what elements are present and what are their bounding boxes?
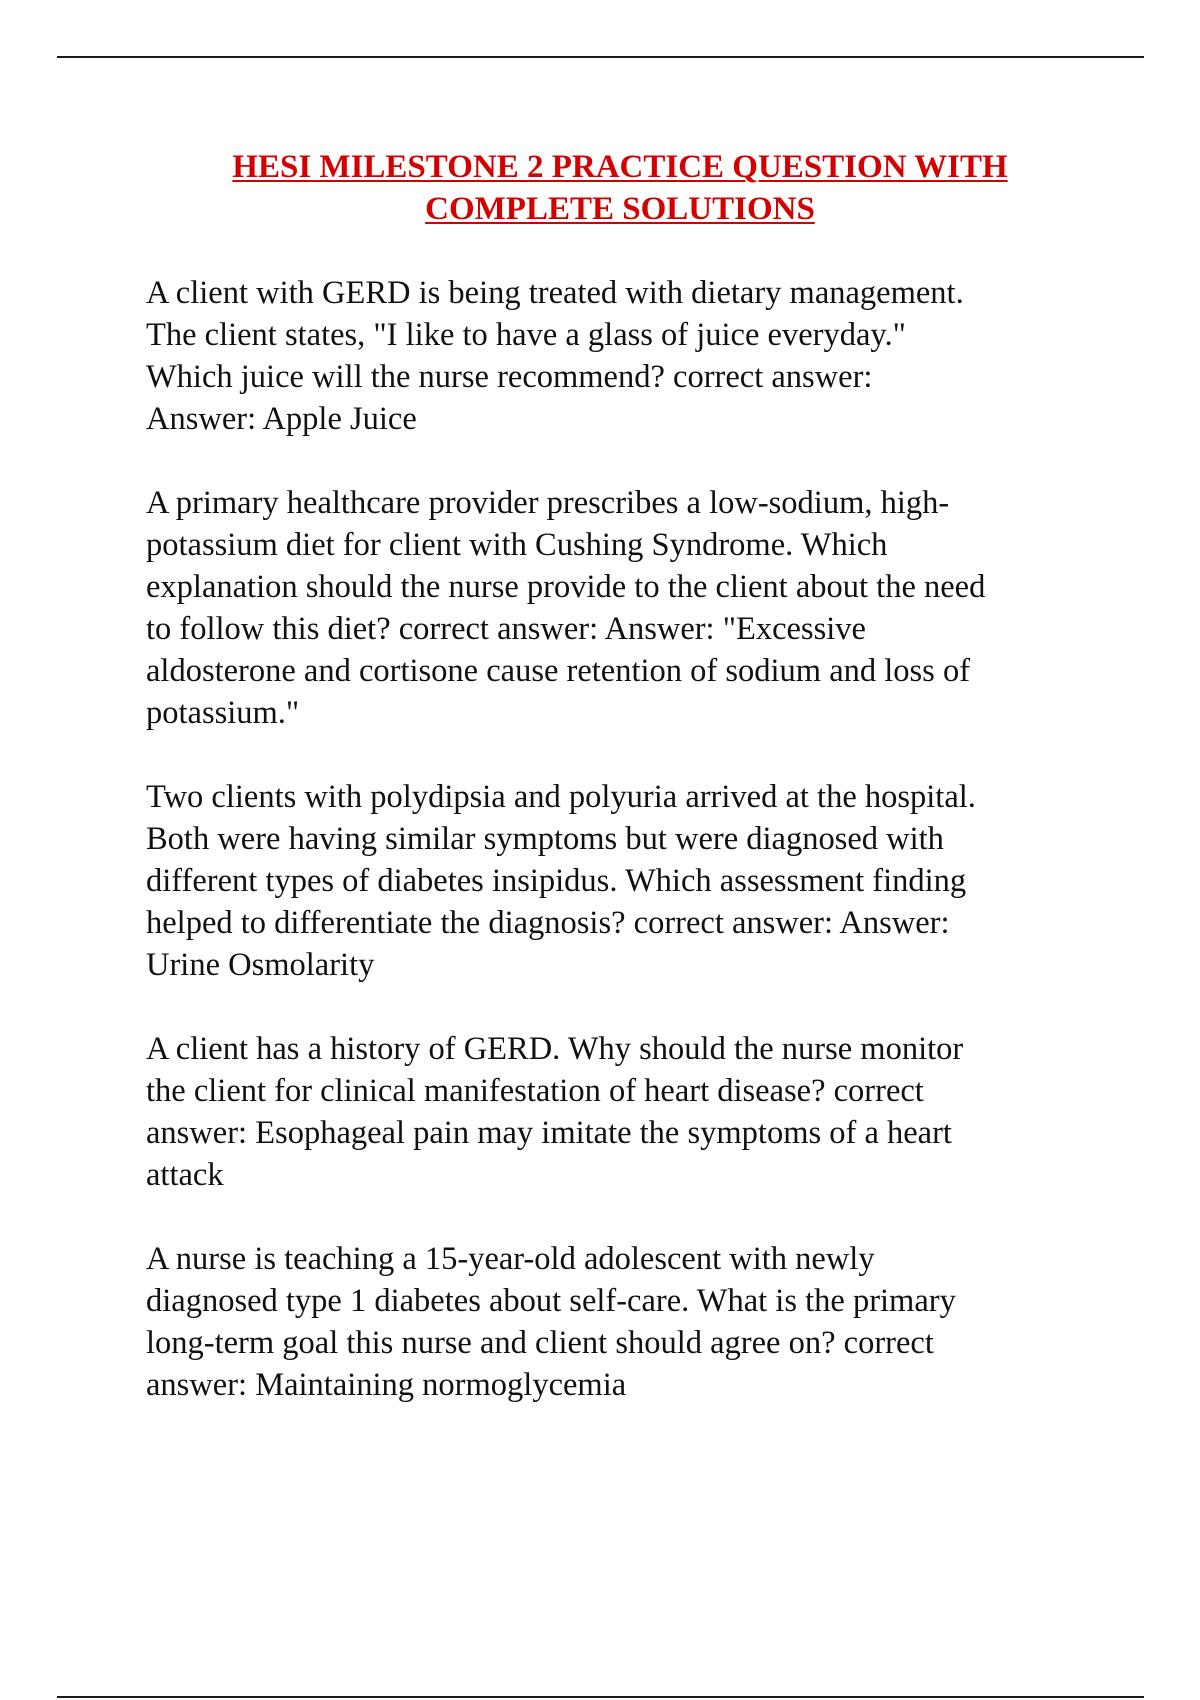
question-answer-1: A client with GERD is being treated with dietary management. The client states, "I like to have a glass of juice everyday." Which juice will the nurse recommend? correct answer: Answer: Apple Juice: [146, 275, 964, 437]
question-answer-3: Two clients with polydipsia and polyuria arrived at the hospital. Both were having similar symptoms but were diagnosed with different types of diabetes insipidus. Which assessment finding helped to differentiate the diagnosis? correct answer: Answer: Urine Osmolarity: [146, 779, 976, 983]
header-rule: [57, 56, 1144, 58]
question-answer-4: A client has a history of GERD. Why should the nurse monitor the client for clinical manifestation of heart disease? correct answer: Esophageal pain may imitate the symptoms of a heart attack: [146, 1031, 964, 1193]
question-list: [146, 272, 1096, 1448]
footer-rule: [57, 1696, 1144, 1698]
question-answer-5: A nurse is teaching a 15-year-old adolescent with newly diagnosed type 1 diabetes about self-care. What is the primary long-term goal this nurse and client should agree on? correct answer: Maintaining normoglycemia: [146, 1241, 956, 1403]
page-title: HESI MILESTONE 2 PRACTICE QUESTION WITH COMPLETE SOLUTIONS: [232, 149, 1008, 227]
question-answer-2: A primary healthcare provider prescribes a low-sodium, high- potassium diet for client with Cushing Syndrome. Which explanation should the nurse provide to the client about the need to follow this diet? correct answer: Answer: "Excessive aldosterone and cortisone cause retention of sodium and loss of potassium.": [146, 485, 986, 731]
